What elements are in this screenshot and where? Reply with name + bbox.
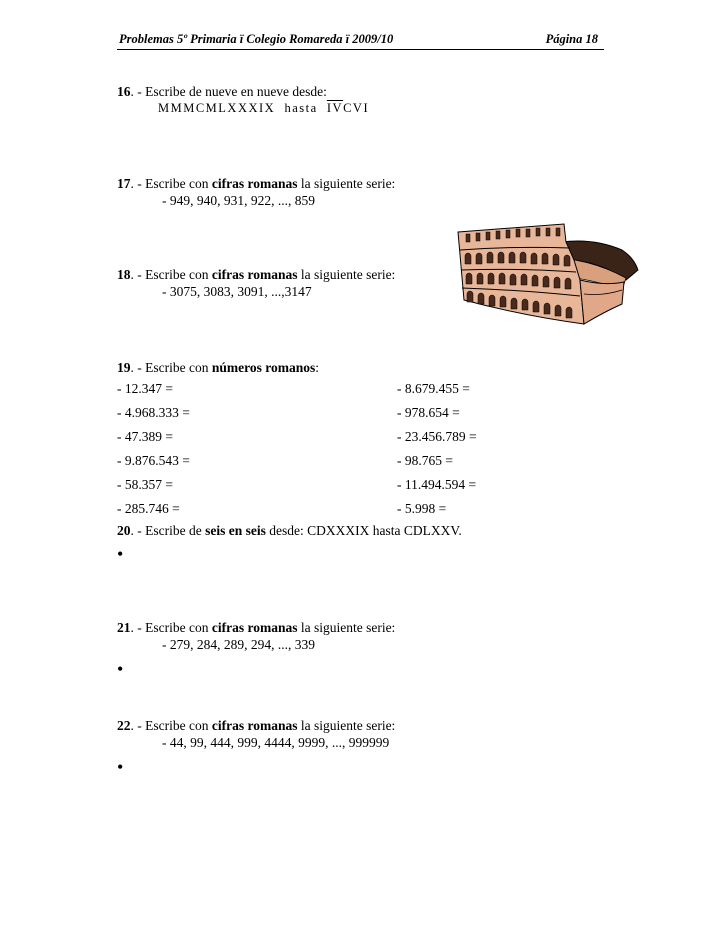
problem-21-statement (117, 620, 395, 636)
conversion-right-5: - 11.494.594 = (397, 477, 477, 492)
problem-21-number: 21 (117, 620, 131, 635)
roman-from: MMMCMLXXXIX (158, 101, 276, 115)
conversion-right-6: - 5.998 = (397, 501, 447, 516)
header-title: Problemas 5º Primaria ï Colegio Romareda ï 2009/10 (119, 32, 394, 46)
problem-22-bold: cifras romanas (211, 718, 298, 733)
problem-17-post: la siguiente serie: (297, 176, 396, 191)
problem-18-series: - 3075, 3083, 3091, ...,3147 (162, 284, 312, 299)
problem-16-range (158, 100, 369, 116)
problem-22-series: - 44, 99, 444, 999, 4444, 9999, ..., 999999 (162, 735, 390, 750)
problem-19-pre: . - Escribe con (130, 360, 212, 375)
problem-19-bold: números romanos (211, 360, 316, 375)
problem-19-number: 19 (117, 360, 131, 375)
problem-18-statement (117, 267, 395, 283)
problem-17-bold: cifras romanas (211, 176, 298, 191)
problem-21-post: la siguiente serie: (297, 620, 396, 635)
answer-bullet-22: • (117, 757, 124, 777)
problem-17-statement (117, 176, 395, 192)
problem-22-post: la siguiente serie: (297, 718, 396, 733)
problem-18-bold: cifras romanas (211, 267, 298, 282)
conversion-left-2: - 4.968.333 = (117, 405, 190, 420)
problem-20-bold: seis en seis (205, 523, 266, 538)
roman-to-rest: CVI (343, 101, 370, 115)
problem-17-pre: . - Escribe con (130, 176, 212, 191)
conversion-left-5: - 58.357 = (117, 477, 173, 492)
problem-20-statement (117, 523, 462, 539)
answer-bullet-20: • (117, 544, 124, 564)
problem-16-statement (117, 84, 327, 100)
conversion-left-1: - 12.347 = (117, 381, 173, 396)
problem-20-number: 20 (117, 523, 131, 538)
problem-18-post: la siguiente serie: (297, 267, 396, 282)
page-header (117, 31, 604, 50)
conversion-left-6: - 285.746 = (117, 501, 180, 516)
problem-21-pre: . - Escribe con (130, 620, 212, 635)
problem-18-number: 18 (117, 267, 131, 282)
problem-19-post: : (315, 360, 319, 375)
problem-20-pre: . - Escribe de (130, 523, 206, 538)
problem-16-number: 16 (117, 84, 131, 99)
answer-bullet-21: • (117, 659, 124, 679)
conversion-left-3: - 47.389 = (117, 429, 173, 444)
roman-to-overlined: $\overline{IV}$ (326, 101, 344, 115)
problem-21-bold: cifras romanas (211, 620, 298, 635)
conversion-right-3: - 23.456.789 = (397, 429, 477, 444)
problem-22-number: 22 (117, 718, 131, 733)
problem-22-statement (117, 718, 395, 734)
problem-20-post: desde: CDXXXIX hasta CDLXXV. (265, 523, 462, 538)
colosseum-illustration (454, 220, 639, 328)
problem-17-number: 17 (117, 176, 131, 191)
conversion-right-1: - 8.679.455 = (397, 381, 470, 396)
hasta-word: hasta (284, 101, 318, 115)
conversion-left-4: - 9.876.543 = (117, 453, 190, 468)
problem-17-series: - 949, 940, 931, 922, ..., 859 (162, 193, 315, 208)
conversion-right-4: - 98.765 = (397, 453, 453, 468)
problem-21-series: - 279, 284, 289, 294, ..., 339 (162, 637, 315, 652)
problem-16-text: . - Escribe de nueve en nueve desde: (130, 84, 327, 99)
problem-18-pre: . - Escribe con (130, 267, 212, 282)
conversion-right-2: - 978.654 = (397, 405, 460, 420)
page-number: Página 18 (545, 32, 598, 46)
problem-19-statement (117, 360, 319, 376)
problem-22-pre: . - Escribe con (130, 718, 212, 733)
